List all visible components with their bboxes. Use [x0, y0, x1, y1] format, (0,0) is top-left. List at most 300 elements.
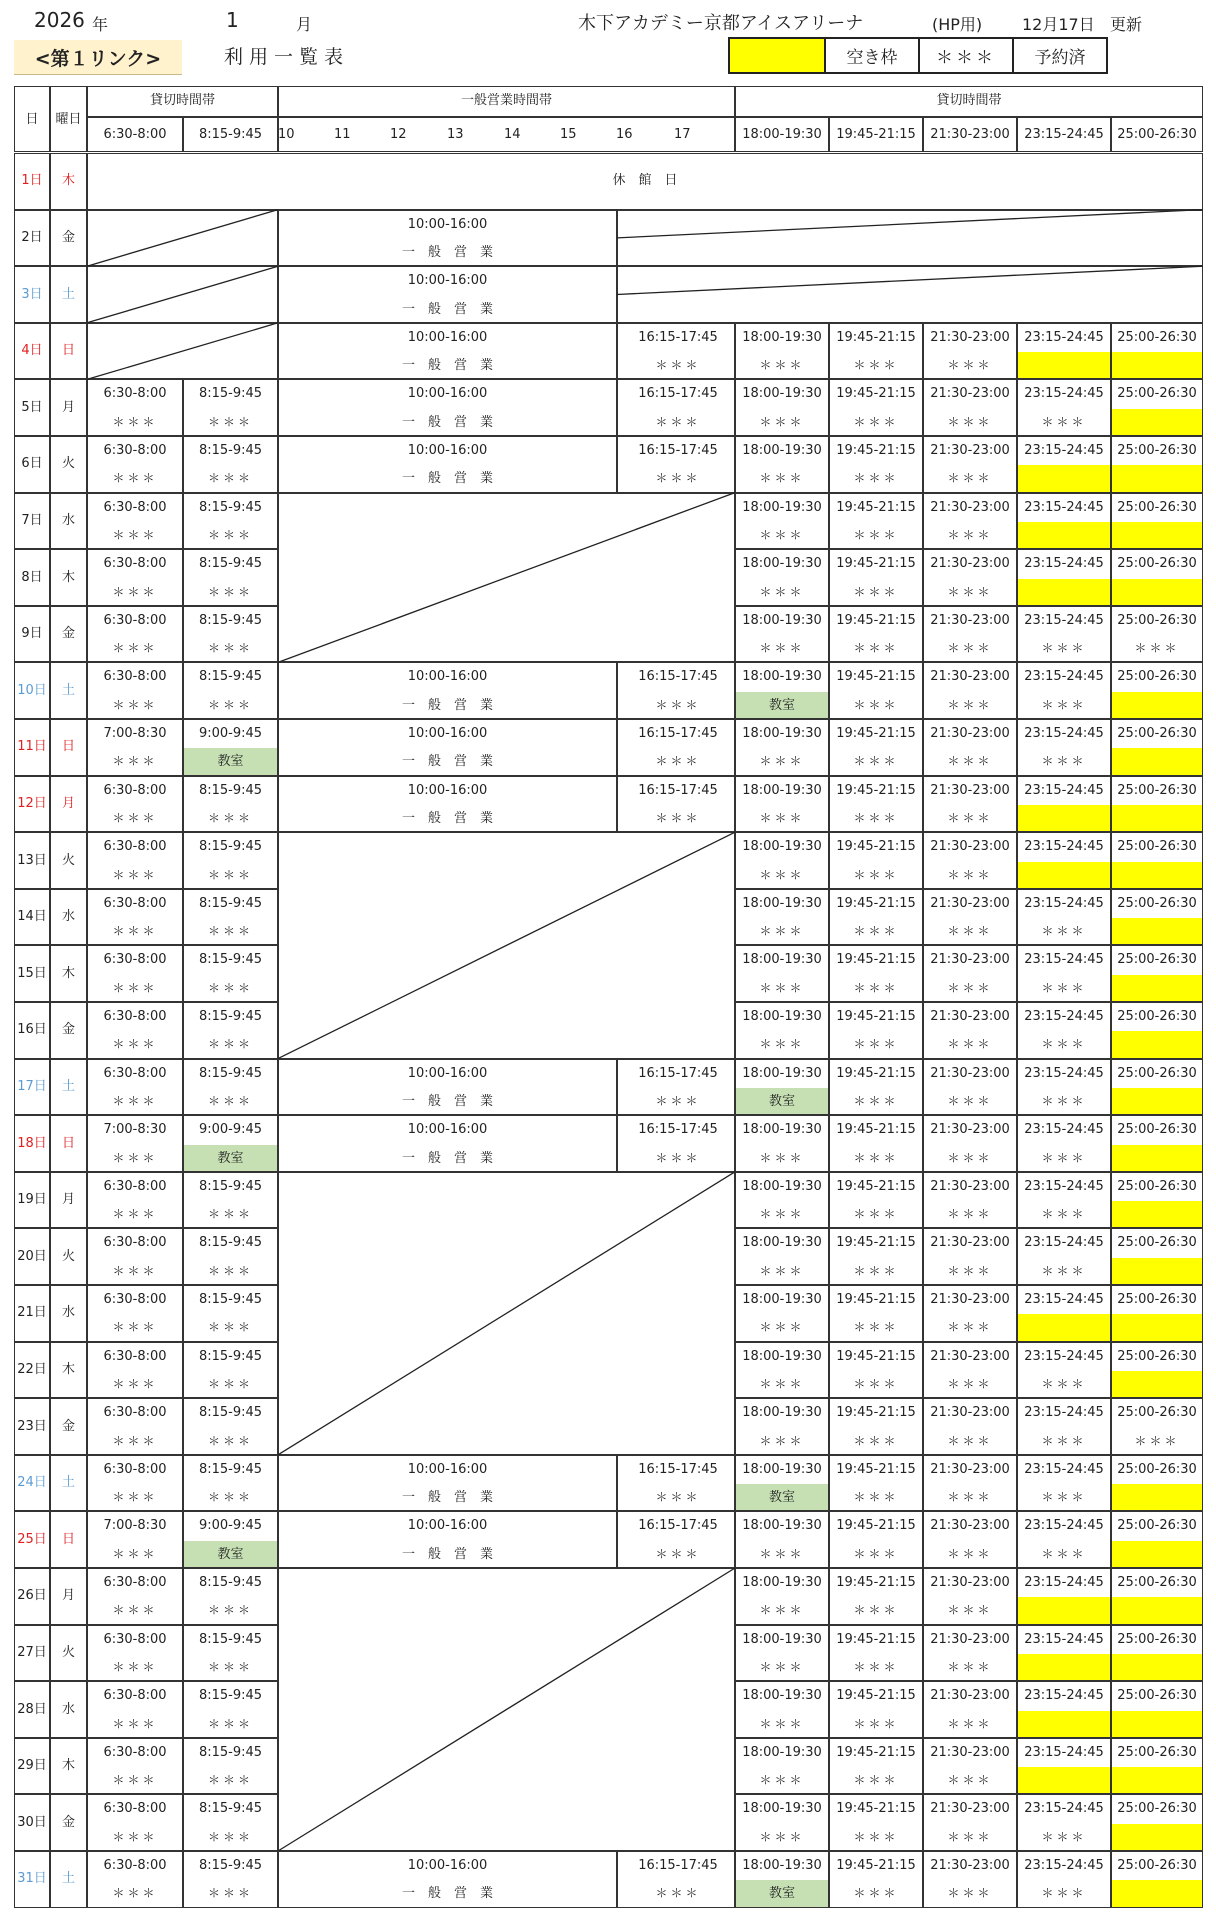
- updated-label: 更新: [1110, 15, 1143, 34]
- evening-slot-time: 19:45-21:15: [836, 556, 916, 572]
- evening-slot-time: 25:00-26:30: [1117, 1461, 1197, 1477]
- booked-stars: ＊＊＊: [207, 1093, 253, 1108]
- evening-slot-time: 18:00-19:30: [742, 1688, 822, 1704]
- booked-stars: ＊＊＊: [853, 527, 899, 542]
- evening-slot-time: 18:00-19:30: [742, 895, 822, 911]
- morning-slot-time: 6:30-8:00: [103, 1631, 167, 1647]
- booked-stars: ＊＊＊: [655, 471, 701, 486]
- evening-slot-time: 23:15-24:45: [1024, 1065, 1104, 1081]
- venue-name: 木下アカデミー京都アイスアリーナ: [578, 13, 864, 34]
- evening-slot-time: 18:00-19:30: [742, 1348, 822, 1364]
- booked-stars: ＊＊＊: [207, 1773, 253, 1788]
- public-label: 一 般 営 業: [401, 1490, 493, 1506]
- booked-stars: ＊＊＊: [112, 1716, 158, 1731]
- evening-slot-time: 18:00-19:30: [742, 952, 822, 968]
- morning-slot-time: 6:30-8:00: [103, 556, 167, 572]
- evening-slot-time: 25:00-26:30: [1117, 386, 1197, 402]
- evening-slot-time: 19:45-21:15: [836, 1631, 916, 1647]
- evening-slot-time: 21:30-23:00: [930, 952, 1010, 968]
- col-header-evening-label: 18:00-19:30: [742, 127, 822, 142]
- weekday-label: 日: [61, 739, 75, 755]
- classroom-label: 教室: [217, 1150, 244, 1166]
- morning-slot-time: 6:30-8:00: [103, 386, 167, 402]
- evening-slot-time: 18:00-19:30: [742, 1744, 822, 1760]
- weekday-label: 火: [61, 852, 75, 868]
- booked-stars: ＊＊＊: [853, 1829, 899, 1844]
- evening-slot-time: 23:15-24:45: [1024, 612, 1104, 628]
- weekday-label: 金: [61, 229, 75, 245]
- morning-slot-time: 7:00-8:30: [103, 726, 167, 741]
- day-number: 28日: [17, 1701, 47, 1717]
- booked-stars: ＊＊＊: [1041, 1150, 1087, 1165]
- public-label: 一 般 営 業: [401, 414, 493, 430]
- evening-slot-time: 25:00-26:30: [1117, 952, 1197, 968]
- morning-slot-time: 8:15-9:45: [198, 1292, 263, 1307]
- evening-slot-time: 19:45-21:15: [836, 499, 916, 515]
- evening-slot-time: 25:00-26:30: [1117, 499, 1197, 515]
- day-number: 24日: [17, 1475, 47, 1491]
- morning-slot-time: 6:30-8:00: [103, 1405, 167, 1421]
- booked-stars: ＊＊＊: [207, 1433, 253, 1448]
- weekday-label: 火: [61, 1248, 75, 1264]
- day-number: 16日: [17, 1022, 47, 1038]
- booked-stars: ＊＊＊: [655, 1546, 701, 1561]
- evening-slot-time: 18:00-19:30: [742, 1178, 822, 1194]
- evening-slot-time: 25:00-26:30: [1117, 1744, 1197, 1760]
- legend-stars-label: ＊＊＊: [920, 39, 1014, 72]
- evening-slot-time: 21:30-23:00: [930, 1009, 1010, 1024]
- weekday-label: 月: [61, 399, 75, 415]
- booked-stars: ＊＊＊: [759, 867, 805, 882]
- weekday-label: 日: [61, 1531, 75, 1547]
- booked-stars: ＊＊＊: [112, 1093, 158, 1108]
- public-label: 一 般 営 業: [401, 1150, 493, 1166]
- booked-stars: ＊＊＊: [759, 584, 805, 599]
- evening-slot-time: 23:15-24:45: [1024, 1801, 1104, 1817]
- booked-stars: ＊＊＊: [853, 1150, 899, 1165]
- booked-stars: ＊＊＊: [759, 1603, 805, 1618]
- booked-stars: ＊＊＊: [112, 1207, 158, 1222]
- evening-slot-time: 21:30-23:00: [930, 782, 1010, 798]
- evening-slot-time: 23:15-24:45: [1024, 1292, 1104, 1307]
- booked-stars: ＊＊＊: [947, 980, 993, 995]
- evening-slot-time: 21:30-23:00: [930, 1688, 1010, 1704]
- morning-slot-time: 6:30-8:00: [103, 782, 167, 798]
- morning-slot-time: 9:00-9:45: [198, 1122, 263, 1138]
- booked-stars: ＊＊＊: [112, 1829, 158, 1844]
- evening-diagonal: [617, 210, 1203, 238]
- public-time: 10:00-16:00: [407, 726, 488, 741]
- booked-stars: ＊＊＊: [112, 1150, 158, 1165]
- evening-slot-time: 19:45-21:15: [836, 1348, 916, 1364]
- day-number: 4日: [21, 343, 43, 359]
- morning-slot-time: 8:15-9:45: [198, 952, 263, 968]
- updated-date: 12月17日: [1022, 15, 1095, 34]
- booked-stars: ＊＊＊: [853, 1263, 899, 1278]
- evening-slot-time: 21:30-23:00: [930, 1065, 1010, 1081]
- day-number: 3日: [21, 286, 43, 302]
- evening-slot-time: 21:30-23:00: [930, 1801, 1010, 1817]
- day-number: 11日: [17, 739, 47, 755]
- evening-slot-time: 25:00-26:30: [1117, 1631, 1197, 1647]
- booked-stars: ＊＊＊: [947, 1546, 993, 1561]
- morning-slot-time: 8:15-9:45: [198, 1631, 263, 1647]
- evening-slot-time: 21:30-23:00: [930, 895, 1010, 911]
- morning-slot-time: 9:00-9:45: [198, 1518, 263, 1534]
- weekday-label: 金: [61, 1814, 75, 1830]
- evening-slot-time: 18:00-19:30: [742, 1631, 822, 1647]
- booked-stars: ＊＊＊: [947, 1603, 993, 1618]
- public-time: 10:00-16:00: [407, 216, 488, 232]
- evening-slot-time: 18:00-19:30: [742, 726, 822, 741]
- weekday-label: 月: [61, 1192, 75, 1208]
- booked-stars: ＊＊＊: [207, 527, 253, 542]
- booked-stars: ＊＊＊: [947, 358, 993, 373]
- evening-slot-time: 23:15-24:45: [1024, 1009, 1104, 1024]
- col-header-hour: 14: [504, 127, 521, 142]
- booked-stars: ＊＊＊: [207, 1886, 253, 1901]
- col-header-evening-label: 19:45-21:15: [836, 127, 916, 142]
- evening-slot-time: 21:30-23:00: [930, 1235, 1010, 1251]
- evening-slot-time: 21:30-23:00: [930, 443, 1010, 458]
- booked-stars: ＊＊＊: [207, 1659, 253, 1674]
- day-number: 10日: [17, 682, 47, 698]
- morning-slot-time: 6:30-8:00: [103, 1461, 167, 1477]
- booked-stars: ＊＊＊: [1041, 1829, 1087, 1844]
- booked-stars: ＊＊＊: [1041, 754, 1087, 769]
- booked-stars: ＊＊＊: [112, 810, 158, 825]
- col-header-hour: 12: [390, 127, 407, 142]
- evening-slot-time: 18:00-19:30: [742, 1518, 822, 1534]
- booked-stars: ＊＊＊: [853, 1320, 899, 1335]
- late-slot-time: 16:15-17:45: [638, 1858, 718, 1873]
- booked-stars: ＊＊＊: [759, 1263, 805, 1278]
- public-label: 一 般 営 業: [401, 697, 493, 713]
- col-header-day-label: 日: [25, 112, 39, 127]
- booked-stars: ＊＊＊: [853, 924, 899, 939]
- booked-stars: ＊＊＊: [112, 924, 158, 939]
- evening-slot-time: 25:00-26:30: [1117, 1575, 1197, 1590]
- evening-slot-time: 25:00-26:30: [1117, 669, 1197, 685]
- evening-slot-time: 21:30-23:00: [930, 329, 1010, 345]
- evening-slot-time: 18:00-19:30: [742, 1801, 822, 1817]
- booked-stars: ＊＊＊: [207, 641, 253, 656]
- public-time: 10:00-16:00: [407, 1858, 488, 1873]
- evening-slot-time: 25:00-26:30: [1117, 612, 1197, 628]
- booked-stars: ＊＊＊: [759, 641, 805, 656]
- public-time: 10:00-16:00: [407, 329, 488, 345]
- booked-stars: ＊＊＊: [759, 810, 805, 825]
- col-header-hour: 10: [278, 127, 295, 142]
- booked-stars: ＊＊＊: [207, 1603, 253, 1618]
- hp-label: (HP用): [932, 15, 983, 34]
- morning-slot-time: 8:15-9:45: [198, 1235, 263, 1251]
- evening-slot-time: 23:15-24:45: [1024, 839, 1104, 855]
- evening-slot-time: 21:30-23:00: [930, 1518, 1010, 1534]
- booked-stars: ＊＊＊: [112, 1263, 158, 1278]
- public-time: 10:00-16:00: [407, 273, 488, 289]
- morning-slot-time: 6:30-8:00: [103, 1065, 167, 1081]
- evening-slot-time: 18:00-19:30: [742, 499, 822, 515]
- classroom-label: 教室: [768, 1490, 795, 1506]
- morning-slot-time: 8:15-9:45: [198, 895, 263, 911]
- evening-slot-time: 18:00-19:30: [742, 669, 822, 685]
- evening-slot-time: 25:00-26:30: [1117, 782, 1197, 798]
- booked-stars: ＊＊＊: [112, 1546, 158, 1561]
- evening-slot-time: 19:45-21:15: [836, 952, 916, 968]
- evening-slot-time: 21:30-23:00: [930, 1858, 1010, 1873]
- morning-slot-time: 6:30-8:00: [103, 1688, 167, 1704]
- public-label: 一 般 営 業: [401, 1093, 493, 1109]
- evening-slot-time: 19:45-21:15: [836, 839, 916, 855]
- booked-stars: ＊＊＊: [947, 1037, 993, 1052]
- col-group-morning-label: 貸切時間帯: [149, 93, 215, 108]
- public-label: 一 般 営 業: [401, 810, 493, 826]
- closed-label: 休 館 日: [612, 173, 678, 189]
- morning-slot-time: 8:15-9:45: [198, 1178, 263, 1194]
- legend-booked-label: 予約済: [1034, 48, 1086, 68]
- late-slot-time: 16:15-17:45: [638, 726, 718, 741]
- day-number: 19日: [17, 1192, 47, 1208]
- morning-slot-time: 6:30-8:00: [103, 1744, 167, 1760]
- booked-stars: ＊＊＊: [759, 1037, 805, 1052]
- booked-stars: ＊＊＊: [853, 1773, 899, 1788]
- booked-stars: ＊＊＊: [1041, 1263, 1087, 1278]
- evening-slot-time: 23:15-24:45: [1024, 1631, 1104, 1647]
- booked-stars: ＊＊＊: [853, 1376, 899, 1391]
- public-time: 10:00-16:00: [407, 1518, 488, 1534]
- booked-stars: ＊＊＊: [947, 471, 993, 486]
- day-number: 21日: [17, 1305, 47, 1321]
- evening-slot-time: 23:15-24:45: [1024, 1461, 1104, 1477]
- booked-stars: ＊＊＊: [112, 1433, 158, 1448]
- evening-slot-time: 18:00-19:30: [742, 1405, 822, 1421]
- evening-slot-time: 21:30-23:00: [930, 556, 1010, 572]
- col-header-evening-label: 23:15-24:45: [1024, 127, 1104, 142]
- booked-stars: ＊＊＊: [853, 1490, 899, 1505]
- day-number: 5日: [21, 399, 43, 415]
- booked-stars: ＊＊＊: [1041, 1886, 1087, 1901]
- weekday-label: 木: [61, 965, 75, 981]
- weekday-label: 土: [61, 1475, 75, 1491]
- weekday-label: 月: [61, 795, 75, 811]
- booked-stars: ＊＊＊: [207, 810, 253, 825]
- weekday-label: 金: [61, 626, 75, 642]
- day-number: 1日: [21, 173, 43, 189]
- morning-slot-time: 8:15-9:45: [198, 1009, 263, 1024]
- morning-slot-time: 6:30-8:00: [103, 499, 167, 515]
- booked-stars: ＊＊＊: [1041, 1546, 1087, 1561]
- booked-stars: ＊＊＊: [759, 471, 805, 486]
- col-header-evening-label: 25:00-26:30: [1117, 127, 1197, 142]
- booked-stars: ＊＊＊: [112, 584, 158, 599]
- weekday-label: 日: [61, 1135, 75, 1151]
- booked-stars: ＊＊＊: [947, 1263, 993, 1278]
- col-header-hour: 15: [560, 127, 577, 142]
- day-number: 31日: [17, 1871, 47, 1887]
- booked-stars: ＊＊＊: [655, 414, 701, 429]
- evening-slot-time: 18:00-19:30: [742, 1461, 822, 1477]
- booked-stars: ＊＊＊: [853, 1546, 899, 1561]
- evening-slot-time: 25:00-26:30: [1117, 1518, 1197, 1534]
- evening-slot-time: 18:00-19:30: [742, 556, 822, 572]
- morning-slot-time: 9:00-9:45: [198, 726, 263, 741]
- morning-slot-time: 8:15-9:45: [198, 1688, 263, 1704]
- booked-stars: ＊＊＊: [853, 414, 899, 429]
- evening-slot-time: 19:45-21:15: [836, 1122, 916, 1138]
- booked-stars: ＊＊＊: [759, 1773, 805, 1788]
- public-time: 10:00-16:00: [407, 1122, 488, 1138]
- booked-stars: ＊＊＊: [112, 754, 158, 769]
- booked-stars: ＊＊＊: [759, 1207, 805, 1222]
- booked-stars: ＊＊＊: [112, 1490, 158, 1505]
- morning-slot-time: 6:30-8:00: [103, 1348, 167, 1364]
- evening-slot-time: 18:00-19:30: [742, 782, 822, 798]
- evening-slot-time: 23:15-24:45: [1024, 1405, 1104, 1421]
- evening-slot-time: 19:45-21:15: [836, 612, 916, 628]
- col-header-evening-label: 21:30-23:00: [930, 127, 1010, 142]
- evening-slot-time: 18:00-19:30: [742, 839, 822, 855]
- evening-slot-time: 18:00-19:30: [742, 1292, 822, 1307]
- classroom-label: 教室: [217, 1546, 244, 1562]
- late-slot-time: 16:15-17:45: [638, 1122, 718, 1138]
- booked-stars: ＊＊＊: [947, 810, 993, 825]
- evening-slot-time: 19:45-21:15: [836, 1518, 916, 1534]
- evening-slot-time: 19:45-21:15: [836, 895, 916, 911]
- evening-slot-time: 18:00-19:30: [742, 1065, 822, 1081]
- booked-stars: ＊＊＊: [207, 1207, 253, 1222]
- late-slot-time: 16:15-17:45: [638, 329, 718, 345]
- booked-stars: ＊＊＊: [947, 641, 993, 656]
- evening-slot-time: 18:00-19:30: [742, 1858, 822, 1873]
- col-group-evening-label: 貸切時間帯: [936, 93, 1002, 108]
- evening-slot-time: 23:15-24:45: [1024, 1235, 1104, 1251]
- weekday-label: 木: [61, 1361, 75, 1377]
- morning-slot-time: 8:15-9:45: [198, 499, 263, 515]
- morning-slot-time: 6:30-8:00: [103, 669, 167, 685]
- morning-slot-time: 6:30-8:00: [103, 895, 167, 911]
- booked-stars: ＊＊＊: [759, 358, 805, 373]
- weekday-label: 木: [61, 569, 75, 585]
- evening-slot-time: 19:45-21:15: [836, 1292, 916, 1307]
- evening-slot-time: 21:30-23:00: [930, 1122, 1010, 1138]
- weekday-label: 土: [61, 1871, 75, 1887]
- evening-slot-time: 18:00-19:30: [742, 443, 822, 458]
- booked-stars: ＊＊＊: [207, 1716, 253, 1731]
- evening-slot-time: 21:30-23:00: [930, 1744, 1010, 1760]
- evening-slot-time: 19:45-21:15: [836, 1858, 916, 1873]
- evening-slot-time: 21:30-23:00: [930, 1292, 1010, 1307]
- evening-slot-time: 21:30-23:00: [930, 499, 1010, 515]
- booked-stars: ＊＊＊: [853, 1037, 899, 1052]
- weekday-label: 水: [61, 909, 75, 925]
- booked-stars: ＊＊＊: [759, 1829, 805, 1844]
- evening-slot-time: 19:45-21:15: [836, 1744, 916, 1760]
- morning-slot-time: 8:15-9:45: [198, 1801, 263, 1817]
- booked-stars: ＊＊＊: [947, 1716, 993, 1731]
- evening-slot-time: 23:15-24:45: [1024, 1858, 1104, 1873]
- booked-stars: ＊＊＊: [207, 867, 253, 882]
- day-number: 18日: [17, 1135, 47, 1151]
- evening-slot-time: 25:00-26:30: [1117, 443, 1197, 458]
- booked-stars: ＊＊＊: [947, 1773, 993, 1788]
- legend-available-label: 空き枠: [826, 39, 920, 72]
- weekday-label: 金: [61, 1022, 75, 1038]
- evening-slot-time: 25:00-26:30: [1117, 1292, 1197, 1307]
- evening-slot-time: 21:30-23:00: [930, 839, 1010, 855]
- booked-stars: ＊＊＊: [853, 1207, 899, 1222]
- evening-slot-time: 19:45-21:15: [836, 1461, 916, 1477]
- booked-stars: ＊＊＊: [112, 527, 158, 542]
- booked-stars: ＊＊＊: [207, 1490, 253, 1505]
- booked-stars: ＊＊＊: [1041, 1490, 1087, 1505]
- booked-stars: ＊＊＊: [112, 1603, 158, 1618]
- booked-stars: ＊＊＊: [112, 1773, 158, 1788]
- booked-stars: ＊＊＊: [1041, 1433, 1087, 1448]
- col-header-morning-label: 6:30-8:00: [103, 127, 167, 142]
- evening-slot-time: 25:00-26:30: [1117, 1178, 1197, 1194]
- day-number: 14日: [17, 909, 47, 925]
- day-number: 25日: [17, 1531, 47, 1547]
- public-label: 一 般 営 業: [401, 754, 493, 770]
- morning-slot-time: 8:15-9:45: [198, 1065, 263, 1081]
- morning-slot-time: 6:30-8:00: [103, 1801, 167, 1817]
- evening-slot-time: 19:45-21:15: [836, 1065, 916, 1081]
- late-slot-time: 16:15-17:45: [638, 1518, 718, 1534]
- booked-stars: ＊＊＊: [853, 641, 899, 656]
- classroom-label: 教室: [768, 697, 795, 713]
- booked-stars: ＊＊＊: [1041, 980, 1087, 995]
- booked-stars: ＊＊＊: [947, 867, 993, 882]
- day-number: 6日: [21, 456, 43, 472]
- morning-slot-time: 8:15-9:45: [198, 386, 263, 402]
- evening-slot-time: 23:15-24:45: [1024, 499, 1104, 515]
- page-subtitle: 利用一覧表: [224, 46, 350, 68]
- public-label: 一 般 営 業: [401, 301, 493, 317]
- evening-slot-time: 25:00-26:30: [1117, 1065, 1197, 1081]
- evening-slot-time: 23:15-24:45: [1024, 1744, 1104, 1760]
- booked-stars: ＊＊＊: [759, 1659, 805, 1674]
- evening-slot-time: 25:00-26:30: [1117, 1801, 1197, 1817]
- evening-slot-time: 23:15-24:45: [1024, 1518, 1104, 1534]
- col-header-morning-label: 8:15-9:45: [198, 127, 263, 142]
- day-number: 17日: [17, 1078, 47, 1094]
- public-label: 一 般 営 業: [401, 471, 493, 487]
- late-slot-time: 16:15-17:45: [638, 1065, 718, 1081]
- booked-stars: ＊＊＊: [947, 924, 993, 939]
- booked-stars: ＊＊＊: [207, 1829, 253, 1844]
- morning-diagonal: [87, 266, 278, 323]
- booked-stars: ＊＊＊: [947, 584, 993, 599]
- morning-slot-time: 8:15-9:45: [198, 1744, 263, 1760]
- booked-stars: ＊＊＊: [853, 697, 899, 712]
- public-time: 10:00-16:00: [407, 1461, 488, 1477]
- public-diagonal: [278, 1568, 735, 1851]
- morning-slot-time: 6:30-8:00: [103, 1292, 167, 1307]
- booked-stars: ＊＊＊: [207, 924, 253, 939]
- evening-slot-time: 23:15-24:45: [1024, 1348, 1104, 1364]
- booked-stars: ＊＊＊: [947, 414, 993, 429]
- evening-slot-time: 18:00-19:30: [742, 1009, 822, 1024]
- booked-stars: ＊＊＊: [112, 867, 158, 882]
- booked-stars: ＊＊＊: [947, 527, 993, 542]
- public-time: 10:00-16:00: [407, 669, 488, 685]
- morning-slot-time: 6:30-8:00: [103, 952, 167, 968]
- evening-slot-time: 23:15-24:45: [1024, 669, 1104, 685]
- evening-slot-time: 19:45-21:15: [836, 329, 916, 345]
- col-header-hour: 17: [674, 127, 691, 142]
- booked-stars: ＊＊＊: [112, 980, 158, 995]
